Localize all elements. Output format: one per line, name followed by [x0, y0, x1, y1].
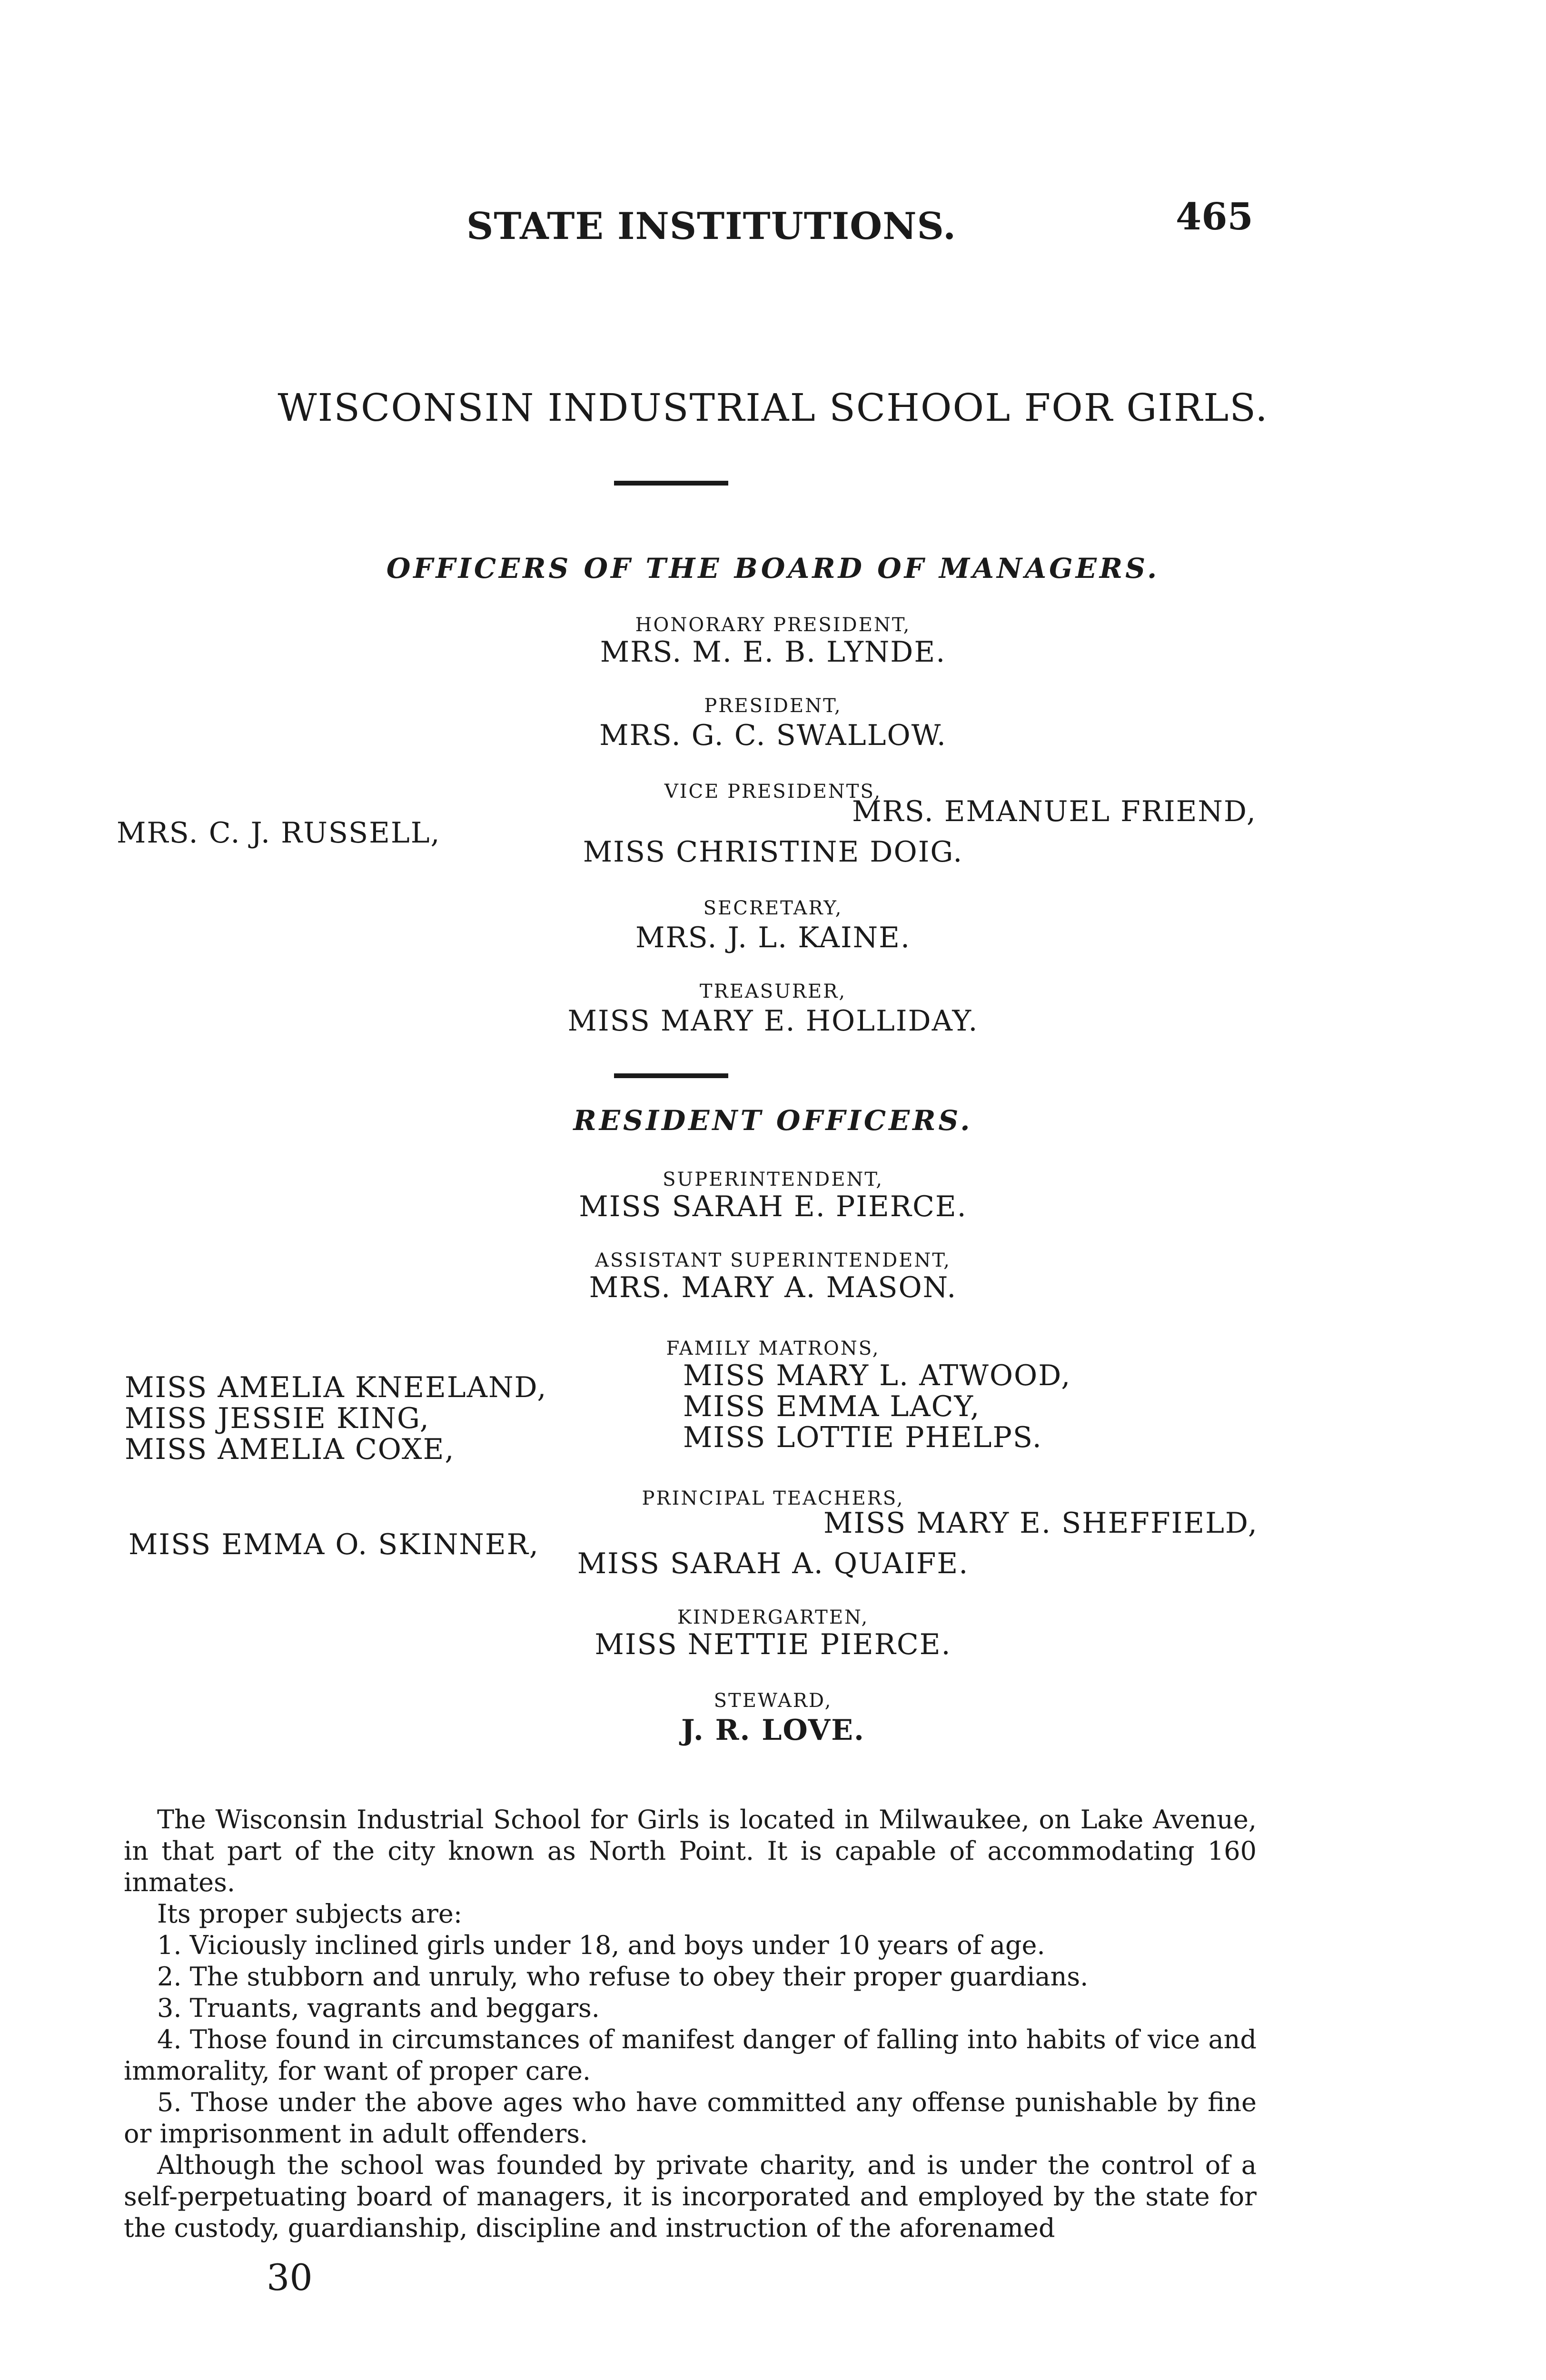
steward-name: J. R. LOVE.: [681, 1714, 865, 1747]
running-title: STATE INSTITUTIONS.: [466, 205, 957, 248]
resident-heading: RESIDENT OFFICERS.: [573, 1104, 973, 1137]
matron-right-3: MISS LOTTIE PHELPS.: [683, 1421, 1042, 1454]
teacher-center: MISS SARAH A. QUAIFE.: [577, 1547, 969, 1580]
treasurer-role: TREASURER,: [699, 981, 847, 1002]
signature-mark: 30: [267, 2256, 313, 2299]
matron-left-1: MISS AMELIA KNEELAND,: [125, 1371, 547, 1404]
document-title: WISCONSIN INDUSTRIAL SCHOOL FOR GIRLS.: [277, 386, 1269, 430]
paragraph-subjects-intro: Its proper subjects are:: [157, 1899, 463, 1929]
family-matrons-role: FAMILY MATRONS,: [666, 1338, 880, 1359]
page-number: 465: [1176, 195, 1253, 238]
teacher-right: MISS MARY E. SHEFFIELD,: [823, 1507, 1258, 1540]
superintendent-name: MISS SARAH E. PIERCE.: [579, 1190, 967, 1223]
paragraph-charity: Although the school was founded by private charity, and is under the control of a self-perpetuating board of managers, it is incorporated and employed by the state for the custody, guardianship, discipline and instruction of the aforenamed: [124, 2150, 1257, 2243]
divider-rule: [614, 1073, 728, 1078]
honorary-president-role: HONORARY PRESIDENT,: [635, 614, 911, 636]
kindergarten-role: KINDERGARTEN,: [677, 1606, 869, 1628]
vice-president-center: MISS CHRISTINE DOIG.: [583, 835, 963, 869]
paragraph-subject-1: 1. Viciously inclined girls under 18, and boys under 10 years of age.: [157, 1930, 1045, 1960]
vice-presidents-role: VICE PRESIDENTS,: [664, 781, 882, 803]
matron-right-2: MISS EMMA LACY,: [683, 1390, 981, 1423]
steward-role: STEWARD,: [714, 1690, 832, 1712]
matron-left-2: MISS JESSIE KING,: [125, 1402, 430, 1435]
treasurer-name: MISS MARY E. HOLLIDAY.: [567, 1004, 979, 1038]
body-text: [124, 1804, 1257, 2244]
president-name: MRS. G. C. SWALLOW.: [599, 719, 947, 752]
vice-president-left: MRS. C. J. RUSSELL,: [117, 816, 441, 850]
teacher-left: MISS EMMA O. SKINNER,: [129, 1528, 539, 1561]
assistant-superintendent-role: ASSISTANT SUPERINTENDENT,: [595, 1250, 951, 1271]
principal-teachers-role: PRINCIPAL TEACHERS,: [642, 1488, 904, 1509]
paragraph-subject-3: 3. Truants, vagrants and beggars.: [157, 1993, 600, 2023]
kindergarten-name: MISS NETTIE PIERCE.: [595, 1628, 951, 1661]
superintendent-role: SUPERINTENDENT,: [663, 1169, 883, 1190]
secretary-name: MRS. J. L. KAINE.: [635, 921, 911, 954]
matron-right-1: MISS MARY L. ATWOOD,: [683, 1359, 1071, 1392]
matron-left-3: MISS AMELIA COXE,: [125, 1433, 455, 1466]
assistant-superintendent-name: MRS. MARY A. MASON.: [589, 1271, 957, 1304]
paragraph-subject-4: 4. Those found in circumstances of manifest danger of falling into habits of vice and immorality, for want of proper care.: [124, 2024, 1257, 2086]
paragraph-subject-2: 2. The stubborn and unruly, who refuse to obey their proper guardians.: [157, 1962, 1089, 1992]
president-role: PRESIDENT,: [704, 695, 842, 717]
divider-rule: [614, 481, 728, 486]
secretary-role: SECRETARY,: [703, 897, 843, 919]
paragraph-location: The Wisconsin Industrial School for Girls is located in Milwaukee, on Lake Avenue, in that part of the city known as North Point. It is capable of accommodating 160 inmates.: [124, 1805, 1257, 1897]
board-heading: OFFICERS OF THE BOARD OF MANAGERS.: [386, 552, 1160, 585]
paragraph-subject-5: 5. Those under the above ages who have committed any offense punishable by fine or imprisonment in adult offenders.: [124, 2087, 1257, 2149]
vice-president-right: MRS. EMANUEL FRIEND,: [852, 795, 1257, 828]
honorary-president-name: MRS. M. E. B. LYNDE.: [600, 635, 946, 669]
